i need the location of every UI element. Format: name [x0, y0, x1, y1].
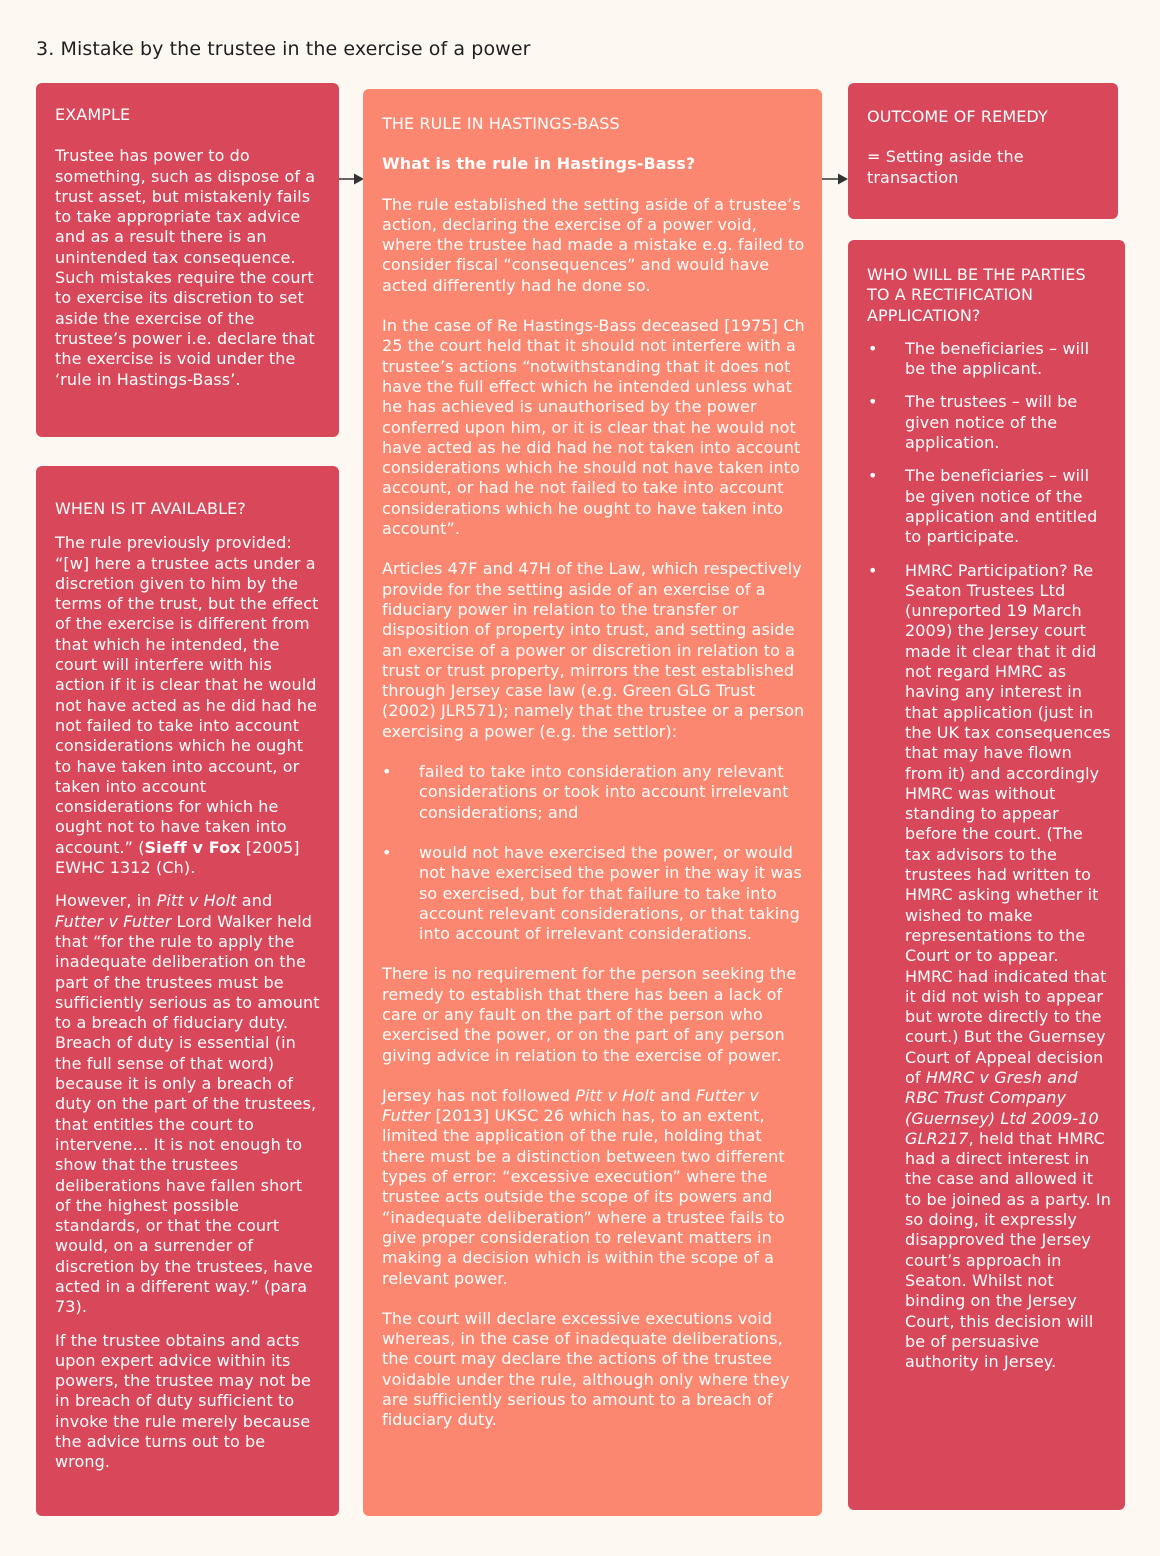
hastings-bass-rule-box: [363, 89, 822, 1516]
rule-subheading: What is the rule in Hastings-Bass?: [382, 154, 696, 174]
availability-paragraph-1: The rule previously provided: “[w] here a trustee acts under a discretion given to him by the terms of the trust, but the effect of the exercise is different from that which he intended, the court will interfere with his action if it is clear that he would not have acted as he did had he not failed to take into account considerations which he ought to have taken into account, or taken into account considerations for which he ought not to have taken into account.” (Sieff v Fox [2005] EWHC 1312 (Ch).: [55, 533, 319, 878]
example-box: [36, 83, 339, 437]
parties-list: [867, 339, 1111, 1373]
parties-box: [848, 240, 1125, 1510]
rule-heading: THE RULE IN HASTINGS-BASS: [382, 114, 620, 133]
example-text: Trustee has power to do something, such as dispose of a trust asset, but mistakenly fails to take appropriate tax advice and as a result there is an unintended tax consequence. Such mistakes require the court to exercise its discretion to set aside the exercise of the trustee’s power i.e. declare that the exercise is void under the ‘rule in Hastings-Bass’.: [55, 146, 316, 389]
arrow-right-icon: [339, 172, 365, 186]
parties-item-hmrc: • HMRC Participation? Re Seaton Trustees Ltd (unreported 19 March 2009) the Jersey court made it clear that it did not regard HMRC as having any interest in that application (just in the UK tax consequences that may have flown from it) and accordingly HMRC was without standing to appear before the court. (The tax advisors to the trustees had written to HMRC asking whether it wished to make representations to the Court or to appear. HMRC had indicated that it did not wish to appear but wrote directly to the court.) But the Guernsey Court of Appeal decision of HMRC v Gresh and RBC Trust Company (Guernsey) Ltd 2009-10 GLR217, held that HMRC had a direct interest in the case and allowed it to be joined as a party. In so doing, it expressly disapproved the Jersey court’s approach in Seaton. Whilst not binding on the Jersey Court, this decision will be of persuasive authority in Jersey.: [905, 561, 1111, 1373]
rule-paragraph-1: The rule established the setting aside of a trustee’s action, declaring the exercise of a power void, where the trustee had made a mistake e.g. failed to consider fiscal “consequences” and would have acted differently had he done so.: [382, 194, 805, 295]
page-title: 3. Mistake by the trustee in the exercise of a power: [36, 38, 531, 60]
rule-paragraph-5: Jersey has not followed Pitt v Holt and Futter v Futter [2013] UKSC 26 which has, to an extent, limited the application of the rule, holding that there must be a distinction between two different types of error: “excessive execution” where the trustee acts outside the scope of its powers and “inadequate deliberation” where a trustee fails to give proper consideration to relevant matters in making a decision which is within the scope of a relevant power.: [382, 1085, 785, 1288]
outcome-heading: OUTCOME OF REMEDY: [867, 107, 1048, 126]
parties-item-beneficiaries-applicant: • The beneficiaries – will be the applicant.: [905, 339, 1111, 380]
rule-paragraph-4: There is no requirement for the person seeking the remedy to establish that there has been a lack of care or any fault on the part of the person who exercised the power, or on the part of any person giving advice in relation to the exercise of power.: [382, 964, 797, 1065]
parties-item-trustees: • The trustees – will be given notice of the application.: [905, 392, 1111, 453]
rule-bullet-2: • would not have exercised the power, or would not have exercised the power in the way it was so exercised, but for that failure to take into account relevant considerations, or that taking into account of irrelevant considerations.: [419, 843, 806, 944]
rule-paragraph-3: Articles 47F and 47H of the Law, which respectively provide for the setting aside of an exercise of a fiduciary power in relation to the transfer or disposition of property into trust, and setting aside an exercise of a power or discretion in relation to a trust or trust property, mirrors the test established through Jersey case law (e.g. Green GLG Trust (2002) JLR571); namely that the trustee or a person exercising a power (e.g. the settlor):: [382, 559, 805, 741]
example-heading: EXAMPLE: [55, 105, 131, 124]
rule-bullet-list: [382, 762, 806, 944]
parties-item-beneficiaries-notice: • The beneficiaries – will be given notice of the application and entitled to participate.: [905, 466, 1111, 547]
rule-bullet-1: • failed to take into consideration any relevant considerations or took into account irrelevant considerations; and: [419, 762, 806, 823]
availability-heading: WHEN IS IT AVAILABLE?: [55, 499, 246, 518]
rule-paragraph-6: The court will declare excessive executions void whereas, in the case of inadequate deliberations, the court may declare the actions of the trustee voidable under the rule, although only where they are sufficiently serious to amount to a breach of fiduciary duty.: [382, 1308, 790, 1430]
arrow-right-icon: [822, 172, 849, 186]
availability-paragraph-3: If the trustee obtains and acts upon expert advice within its powers, the trustee may not be in breach of duty sufficient to invoke the rule merely because the advice turns out to be wrong.: [55, 1330, 311, 1472]
parties-heading: WHO WILL BE THE PARTIES TO A RECTIFICATION APPLICATION?: [867, 265, 1086, 325]
availability-box: [36, 466, 339, 1516]
outcome-box: [848, 83, 1118, 219]
rule-paragraph-2: In the case of Re Hastings-Bass deceased [1975] Ch 25 the court held that it should not interfere with a trustee’s actions “notwithstanding that it does not have the full effect which he intended unless what he has achieved is unauthorised by the power conferred upon him, or it is clear that he would not have acted as he did had he not taken into account considerations which he should not have taken into account, or had he not failed to take into account considerations which he ought to have taken into account”.: [382, 316, 805, 539]
outcome-text: = Setting aside the transaction: [867, 147, 1024, 187]
availability-paragraph-2: However, in Pitt v Holt and Futter v Futter Lord Walker held that “for the rule to apply the inadequate deliberation on the part of the trustees must be sufficiently serious as to amount to a breach of fiduciary duty. Breach of duty is essential (in the full sense of that word) because it is only a breach of duty on the part of the trustees, that entitles the court to intervene… It is not enough to show that the trustees deliberations have fallen short of the highest possible standards, or that the court would, on a surrender of discretion by the trustees, have acted in a different way.” (para 73).: [55, 891, 320, 1317]
